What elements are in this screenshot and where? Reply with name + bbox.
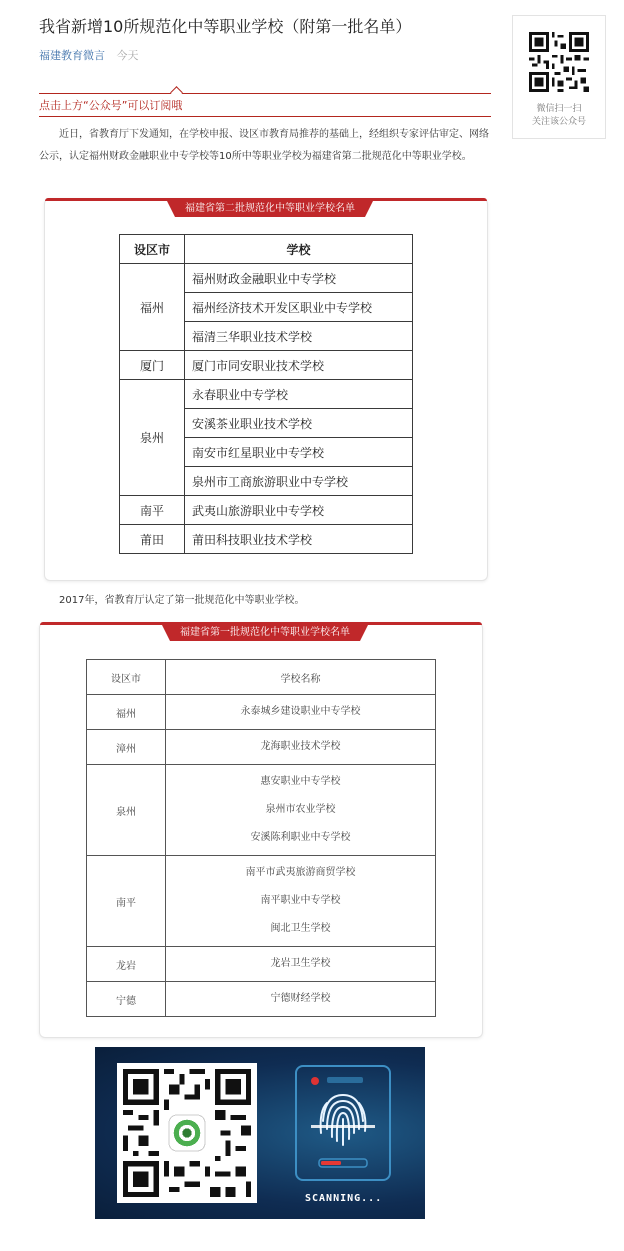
- first-batch-card: [39, 622, 483, 1038]
- city-cell: 泉州: [120, 380, 185, 496]
- city-cell: 龙岩: [87, 947, 166, 982]
- scanning-label: SCANNING...: [305, 1193, 383, 1204]
- school-name: 龙岩卫生学校: [270, 958, 331, 969]
- article-meta: [39, 47, 139, 63]
- qr-code-icon: [529, 32, 589, 92]
- table-row: [87, 982, 436, 1017]
- table-row: [87, 695, 436, 730]
- school-cell: 武夷山旅游职业中专学校: [185, 496, 413, 525]
- table-header-city: 设区市: [120, 235, 185, 264]
- card-caption: 福建省第二批规范化中等职业学校名单: [175, 201, 365, 217]
- school-name: 闽北卫生学校: [270, 923, 331, 934]
- account-link[interactable]: 福建教育微言: [39, 49, 105, 62]
- school-name: 宁德财经学校: [270, 993, 331, 1004]
- qr-code-icon: [123, 1069, 251, 1197]
- school-name: 惠安职业中专学校: [260, 776, 341, 787]
- school-cell: [166, 695, 436, 730]
- second-batch-table: [119, 234, 413, 554]
- article-title: 我省新增10所规范化中等职业学校（附第一批名单）: [39, 17, 412, 36]
- city-cell: 泉州: [87, 765, 166, 856]
- school-name: 南平职业中专学校: [260, 895, 341, 906]
- school-name: 安溪陈利职业中专学校: [250, 832, 351, 843]
- city-cell: 宁德: [87, 982, 166, 1017]
- school-name: 南平市武夷旅游商贸学校: [245, 867, 356, 878]
- fingerprint-scanner: [295, 1065, 391, 1181]
- city-cell: 莆田: [120, 525, 185, 554]
- table-row: [120, 525, 413, 554]
- publish-date: 今天: [116, 49, 139, 62]
- table-header-city: 设区市: [87, 660, 166, 695]
- school-cell: 福清三华职业技术学校: [185, 322, 413, 351]
- first-batch-table: [86, 659, 436, 1017]
- table-header-school: 学校名称: [166, 660, 436, 695]
- intro-paragraph: 近日，省教育厅下发通知，在学校申报、设区市教育局推荐的基础上，经组织专家评估审定、网络公示，认定福州财政金融职业中专学校等10所中等职业学校为福建省第二批规范化中等职业学校。: [39, 129, 489, 162]
- city-cell: 福州: [120, 264, 185, 351]
- school-cell: [166, 765, 436, 856]
- fingerprint-icon: [297, 1067, 389, 1179]
- table-row: [87, 947, 436, 982]
- school-cell: 厦门市同安职业技术学校: [185, 351, 413, 380]
- divider: [39, 93, 491, 94]
- school-name: 龙海职业技术学校: [260, 741, 341, 752]
- city-cell: 福州: [87, 695, 166, 730]
- city-cell: 漳州: [87, 730, 166, 765]
- divider: [39, 116, 491, 117]
- school-cell: 泉州市工商旅游职业中专学校: [185, 467, 413, 496]
- school-cell: [166, 856, 436, 947]
- table-row: [87, 765, 436, 856]
- mid-paragraph: 2017年，省教育厅认定了第一批规范化中等职业学校。: [59, 595, 305, 606]
- school-cell: [166, 982, 436, 1017]
- qr-caption-1: 微信扫一扫: [536, 104, 582, 114]
- follow-qr-panel: [512, 15, 606, 139]
- city-cell: 南平: [87, 856, 166, 947]
- card-caption: 福建省第一批规范化中等职业学校名单: [170, 625, 360, 641]
- table-row: [120, 380, 413, 409]
- subscribe-hint[interactable]: 点击上方“公众号”可以订阅哦: [39, 99, 183, 112]
- school-name: 永泰城乡建设职业中专学校: [240, 706, 361, 717]
- banner-qr-frame: [117, 1063, 257, 1203]
- city-cell: 南平: [120, 496, 185, 525]
- school-cell: 福州经济技术开发区职业中专学校: [185, 293, 413, 322]
- table-header-school: 学校: [185, 235, 413, 264]
- school-cell: 安溪茶业职业技术学校: [185, 409, 413, 438]
- school-cell: [166, 947, 436, 982]
- table-row: [120, 351, 413, 380]
- school-cell: [166, 730, 436, 765]
- second-batch-card: [44, 198, 488, 581]
- school-cell: 莆田科技职业技术学校: [185, 525, 413, 554]
- school-cell: 南安市红星职业中专学校: [185, 438, 413, 467]
- city-cell: 厦门: [120, 351, 185, 380]
- follow-banner[interactable]: [95, 1047, 425, 1219]
- table-row: [87, 730, 436, 765]
- school-cell: 福州财政金融职业中专学校: [185, 264, 413, 293]
- table-row: [87, 856, 436, 947]
- qr-caption-2: 关注该公众号: [531, 117, 586, 127]
- school-name: 泉州市农业学校: [265, 804, 336, 815]
- school-cell: 永春职业中专学校: [185, 380, 413, 409]
- table-row: [120, 496, 413, 525]
- table-row: [120, 264, 413, 293]
